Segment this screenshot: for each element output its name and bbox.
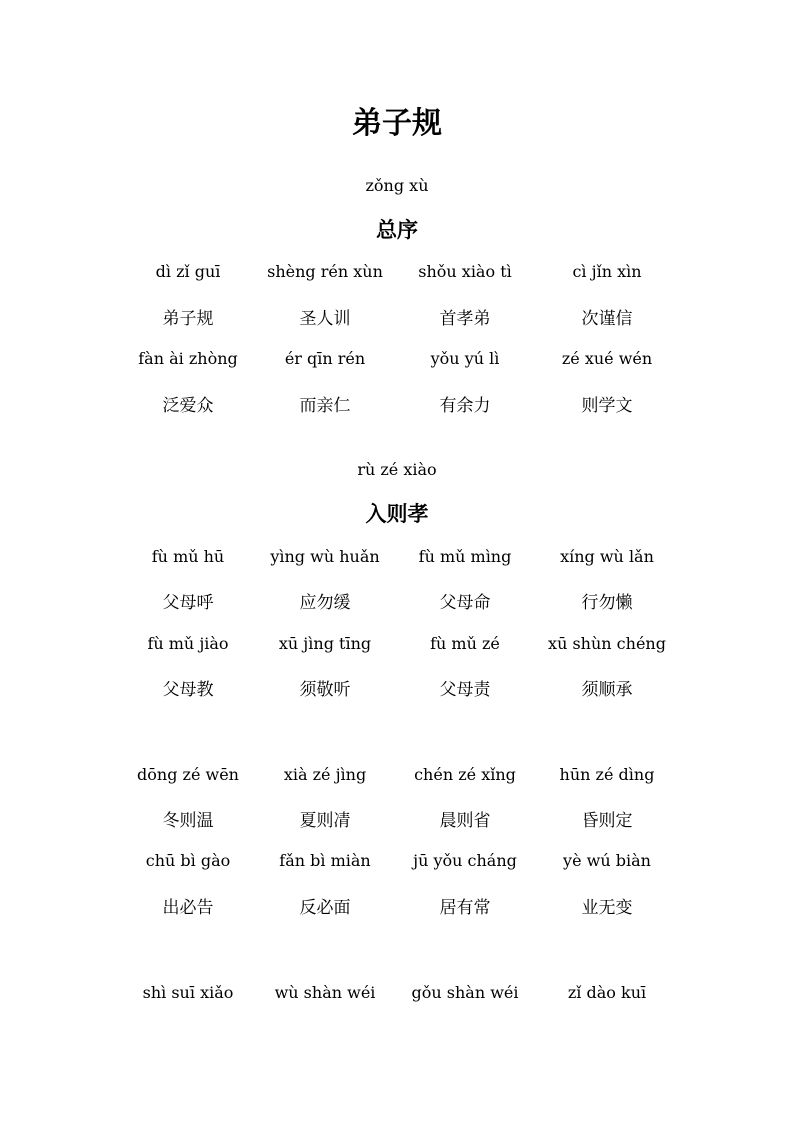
document-title: 弟子规 bbox=[352, 106, 442, 141]
pinyin-cell: xū jìng tīng bbox=[278, 634, 372, 653]
pinyin-cell: zé xué wén bbox=[561, 349, 653, 368]
pinyin-cell: dōng zé wēn bbox=[137, 765, 239, 784]
pinyin-cell: hūn zé dìng bbox=[559, 765, 655, 784]
hanzi-cell: 须敬听 bbox=[299, 680, 351, 700]
pinyin-cell: yè wú biàn bbox=[563, 851, 651, 870]
hanzi-cell: 弟子规 bbox=[162, 309, 214, 329]
hanzi-cell: 夏则凊 bbox=[299, 811, 351, 831]
pinyin-cell: ér qīn rén bbox=[284, 349, 366, 368]
hanzi-cell: 首孝弟 bbox=[439, 309, 491, 329]
pinyin-cell: zǐ dào kuī bbox=[567, 983, 647, 1002]
hanzi-cell: 昏则定 bbox=[581, 811, 633, 831]
pinyin-cell: shèng rén xùn bbox=[267, 262, 383, 281]
hanzi-cell: 父母教 bbox=[162, 680, 214, 700]
hanzi-cell: 冬则温 bbox=[162, 811, 214, 831]
hanzi-cell: 须顺承 bbox=[581, 680, 633, 700]
hanzi-cell: 父母责 bbox=[439, 680, 491, 700]
hanzi-cell: 应勿缓 bbox=[299, 593, 351, 613]
pinyin-cell: shì suī xiǎo bbox=[142, 983, 234, 1002]
pinyin-cell: xíng wù lǎn bbox=[560, 547, 654, 566]
pinyin-cell: gǒu shàn wéi bbox=[411, 983, 519, 1002]
pinyin-cell: fù mǔ jiào bbox=[147, 634, 229, 653]
hanzi-cell: 业无变 bbox=[581, 898, 633, 918]
hanzi-cell: 圣人训 bbox=[299, 309, 351, 329]
section-title: 总序 bbox=[376, 218, 418, 242]
hanzi-cell: 行勿懒 bbox=[581, 593, 633, 613]
pinyin-cell: fǎn bì miàn bbox=[279, 851, 371, 870]
hanzi-cell: 居有常 bbox=[439, 898, 491, 918]
hanzi-cell: 父母命 bbox=[439, 593, 491, 613]
pinyin-cell: xū shùn chéng bbox=[548, 634, 666, 653]
pinyin-cell: jū yǒu cháng bbox=[413, 851, 517, 870]
pinyin-cell: fàn ài zhòng bbox=[138, 349, 238, 368]
section-pinyin: rù zé xiào bbox=[357, 460, 437, 479]
hanzi-cell: 而亲仁 bbox=[299, 396, 351, 416]
pinyin-cell: chū bì gào bbox=[145, 851, 231, 870]
hanzi-cell: 次谨信 bbox=[581, 309, 633, 329]
pinyin-cell: yìng wù huǎn bbox=[270, 547, 380, 566]
pinyin-cell: shǒu xiào tì bbox=[418, 262, 512, 281]
pinyin-cell: fù mǔ hū bbox=[151, 547, 225, 566]
pinyin-cell: yǒu yú lì bbox=[430, 349, 500, 368]
hanzi-cell: 父母呼 bbox=[162, 593, 214, 613]
pinyin-cell: chén zé xǐng bbox=[414, 765, 516, 784]
hanzi-cell: 有余力 bbox=[439, 396, 491, 416]
pinyin-cell: wù shàn wéi bbox=[274, 983, 376, 1002]
hanzi-cell: 则学文 bbox=[581, 396, 633, 416]
hanzi-cell: 反必面 bbox=[299, 898, 351, 918]
pinyin-cell: cì jǐn xìn bbox=[572, 262, 642, 281]
section-pinyin: zǒng xù bbox=[365, 176, 429, 195]
hanzi-cell: 泛爱众 bbox=[162, 396, 214, 416]
hanzi-cell: 出必告 bbox=[162, 898, 214, 918]
pinyin-cell: fù mǔ zé bbox=[430, 634, 500, 653]
pinyin-cell: dì zǐ guī bbox=[155, 262, 221, 281]
section-title: 入则孝 bbox=[365, 502, 429, 526]
pinyin-cell: xià zé jìng bbox=[283, 765, 367, 784]
hanzi-cell: 晨则省 bbox=[439, 811, 491, 831]
pinyin-cell: fù mǔ mìng bbox=[418, 547, 512, 566]
